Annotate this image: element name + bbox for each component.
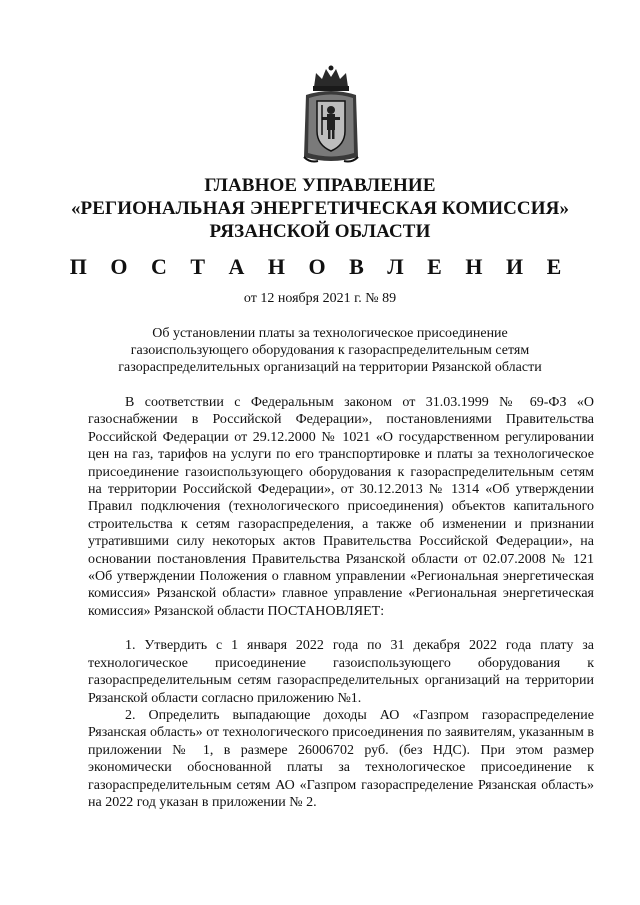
subject-line-1: Об установлении платы за технологическое присоединение xyxy=(152,326,508,341)
document-type-heading: П О С Т А Н О В Л Е Н И Е xyxy=(69,254,571,279)
org-title-line-2: «РЕГИОНАЛЬНАЯ ЭНЕРГЕТИЧЕСКАЯ КОМИССИЯ» xyxy=(70,198,570,219)
ryazan-coat-of-arms-icon xyxy=(300,65,362,165)
org-title-line-3: РЯЗАНСКОЙ ОБЛАСТИ xyxy=(209,221,431,242)
item-1-paragraph: 1. Утвердить с 1 января 2022 года по 31 декабря 2022 года плату за технологическое присоединение газоиспользующего оборудования к газораспределительным сетям газораспределительных организаций на территории Рязанской области согласно приложению №1. xyxy=(88,638,594,706)
org-title-line-1: ГЛАВНОЕ УПРАВЛЕНИЕ xyxy=(204,175,436,196)
document-date-number: от 12 ноября 2021 г. № 89 xyxy=(243,291,397,306)
subject-line-3: газораспределительных организаций на территории Рязанской области xyxy=(118,360,542,375)
subject-line-2: газоиспользующего оборудования к газораспределительным сетям xyxy=(130,343,530,358)
item-2-paragraph: 2. Определить выпадающие доходы АО «Газпром газораспределение Рязанская область» от технологического присоединения по заявителям, указанным в приложении № 1, в размере 26006702 руб. (без НДС). При этом размер экономически обоснованной платы за технологическое присоединение к газораспределительным сетям АО «Газпром газораспределение Рязанская область» на 2022 год указан в приложении № 2. xyxy=(88,707,594,810)
document-subject xyxy=(90,325,570,376)
document-body xyxy=(88,394,594,811)
preamble-paragraph: В соответствии с Федеральным законом от 31.03.1999 № 69-ФЗ «О газоснабжении в Российской Федерации», постановлениями Правительства Российской Федерации от 29.12.2000 № 1021 «О государственном регулировании цен на газ, тарифов на услуги по его транспортировке и платы за технологическое присоединение газоиспользующего оборудования к газораспределительным сетям на территории Российской Федерации», от 30.12.2013 № 1314 «Об утверждении Правил подключения (технологического присоединения) объектов капитального строительства к сетям газораспределения, а также об изменении и признании утратившими силу некоторых актов Правительства Российской Федерации», на основании постановления Правительства Рязанской области от 02.07.2008 № 121 «Об утверждении Положения о главном управлении «Региональная энергетическая комиссия» Рязанской области» главное управление «Региональная энергетическая комиссия» Рязанской области ПОСТАНОВЛЯЕТ: xyxy=(88,395,594,619)
